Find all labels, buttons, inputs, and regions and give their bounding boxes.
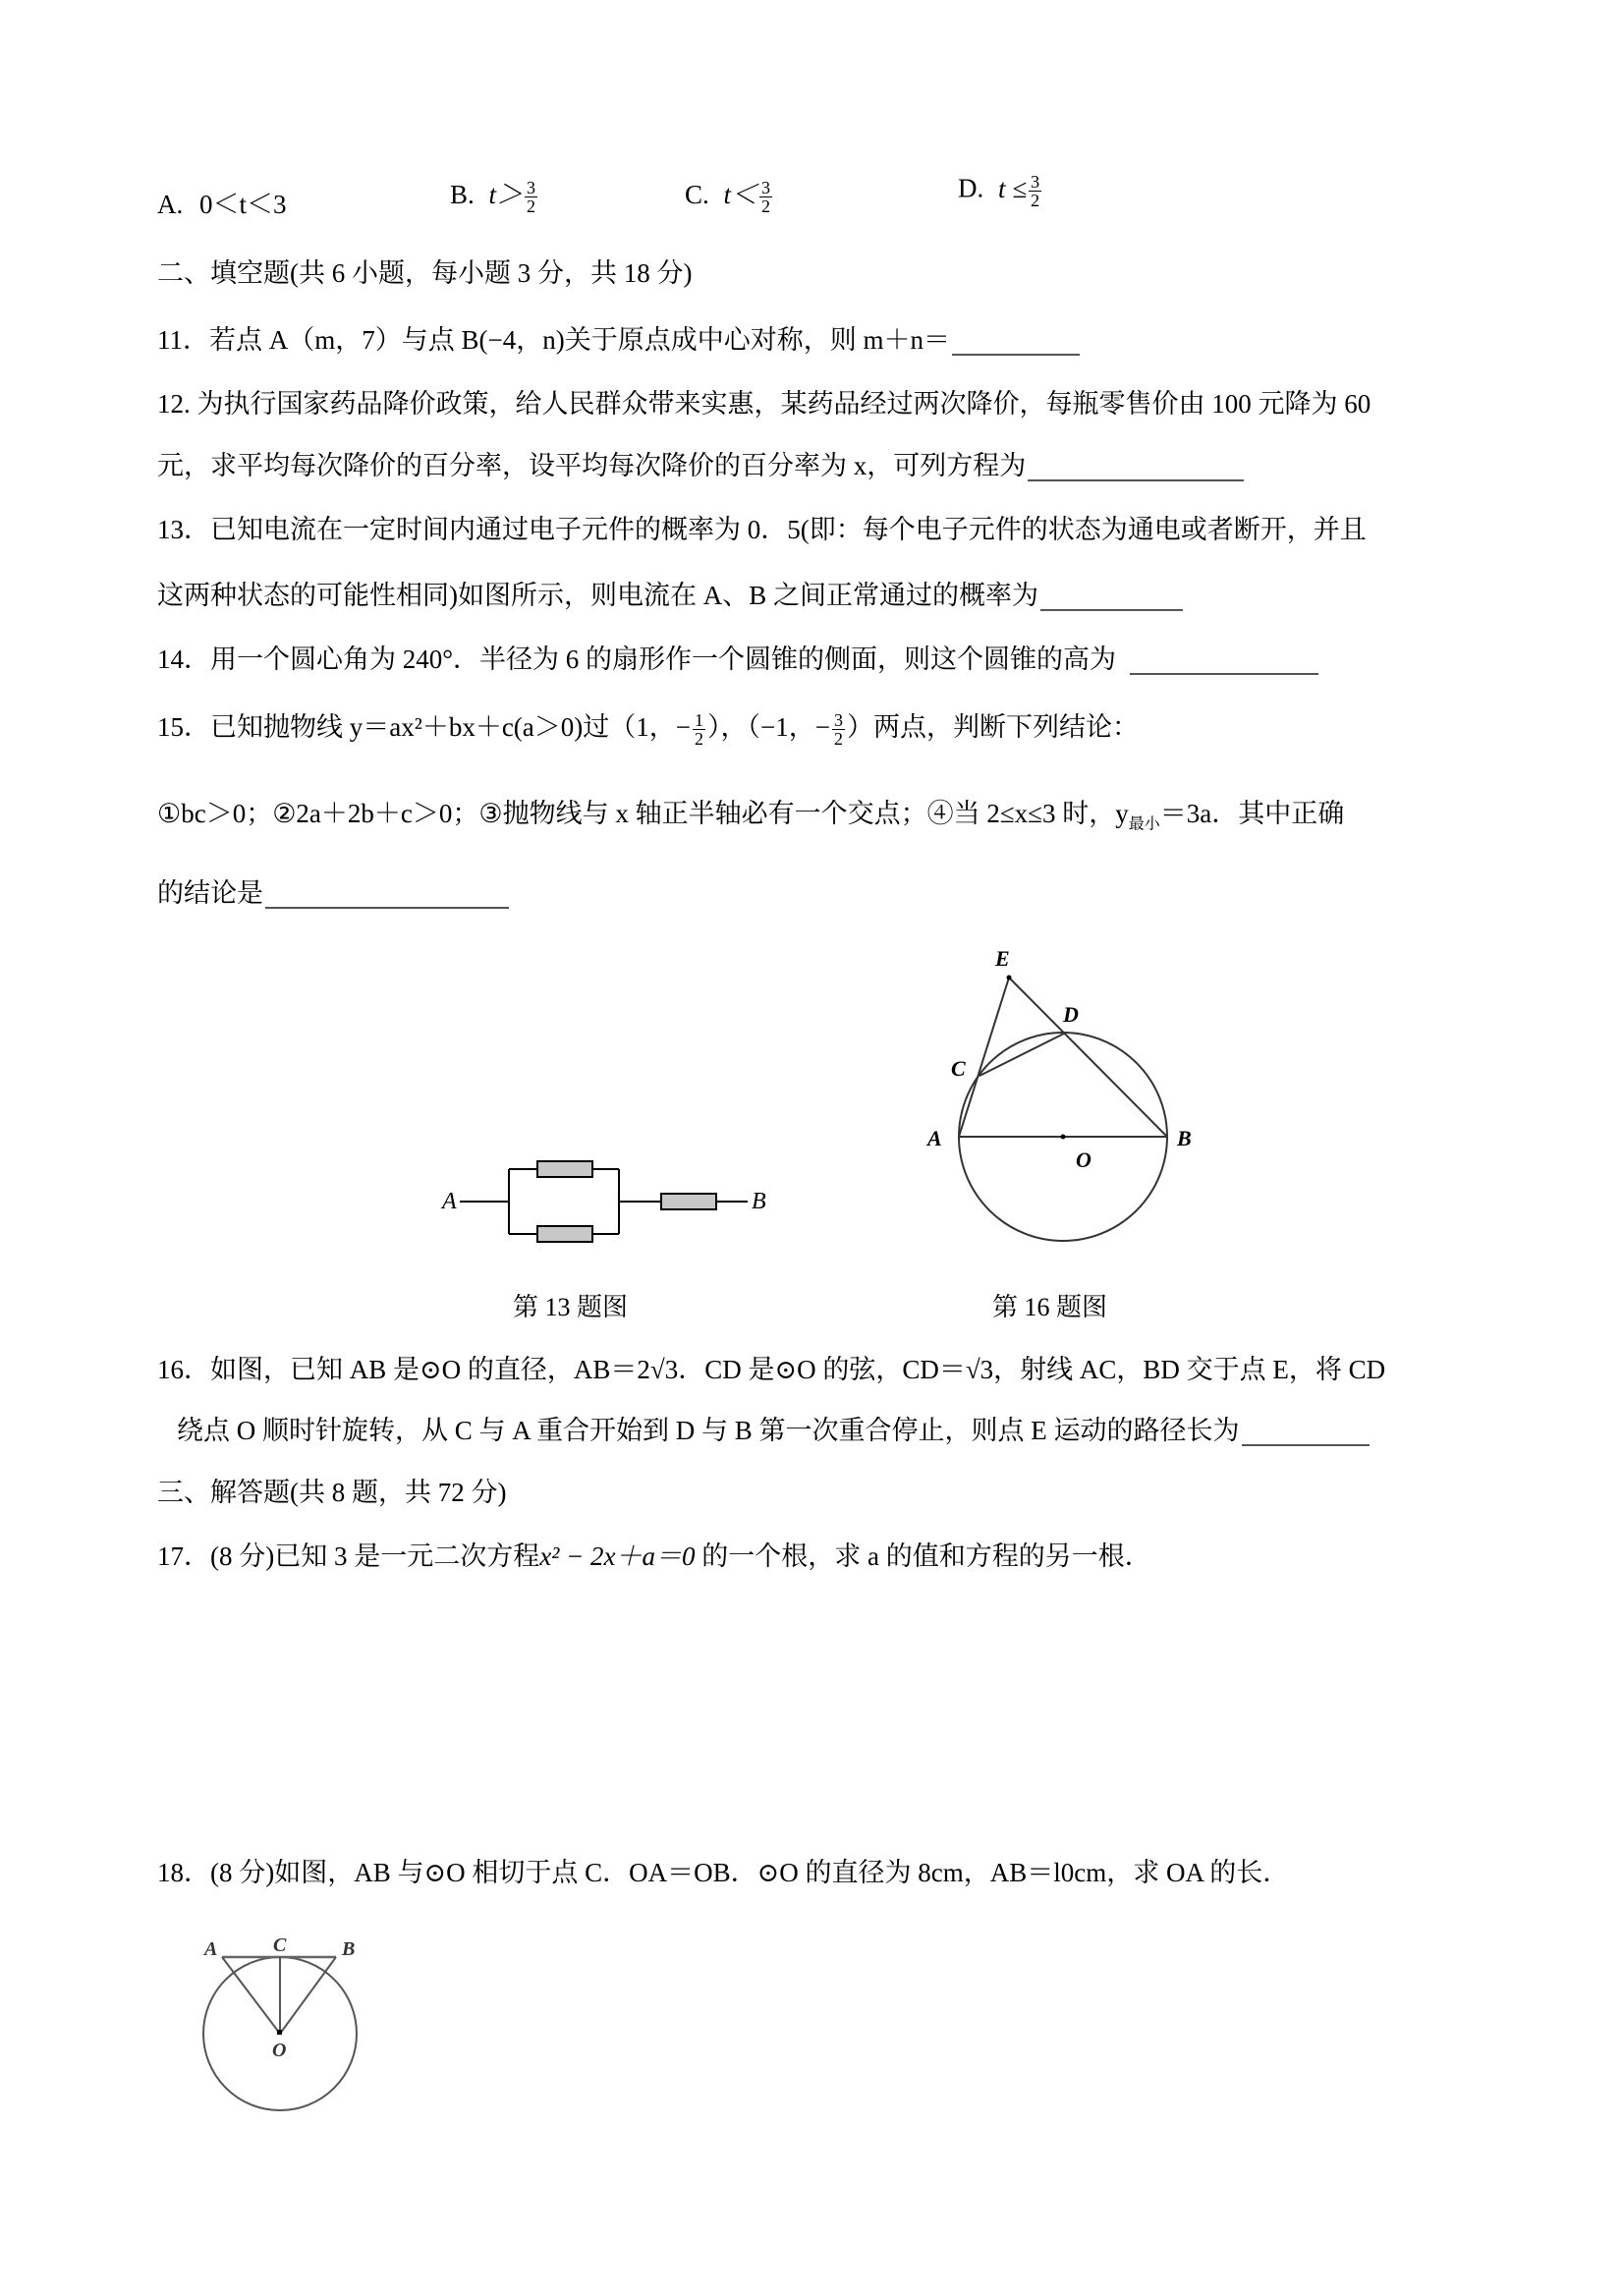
equation: x² − 2x＋a＝0 — [539, 1541, 696, 1571]
svg-text:E: E — [995, 946, 1010, 971]
fraction — [525, 179, 537, 215]
figure-13-caption: 第 13 题图 — [513, 1293, 629, 1321]
denominator: 2 — [695, 729, 704, 750]
option-label: A. — [157, 190, 184, 219]
question-text: ①bc＞0；②2a＋2b＋c＞0；③抛物线与 x 轴正半轴必有一个交点；④当 2≤x≤3 时，y — [157, 799, 1129, 828]
question-text: 这两种状态的可能性相同)如图所示，则电流在 A、B 之间正常通过的概率为 — [157, 581, 1038, 610]
section-2-heading: 二、填空题(共 6 小题，每小题 3 分，共 18 分) — [157, 258, 693, 288]
subscript: 最小 — [1128, 815, 1160, 833]
fraction — [693, 711, 705, 748]
denominator: 2 — [833, 729, 843, 750]
option-text: t ≤ — [998, 173, 1028, 203]
question-text: ）两点，判断下列结论： — [846, 712, 1139, 742]
fraction — [759, 179, 772, 215]
option-text: t＜ — [723, 180, 758, 209]
denominator: 2 — [527, 196, 536, 217]
question-text: 14．用一个圆心角为 240°．半径为 6 的扇形作一个圆锥的侧面，则这个圆锥的高为 — [157, 644, 1117, 674]
question-16-line-1: 16．如图，已知 AB 是⊙O 的直径，AB＝2√3．CD 是⊙O 的弦，CD＝√3，射线 AC，BD 交于点 E，将 CD — [157, 1355, 1386, 1384]
option-text: t＞ — [488, 180, 524, 209]
question-18: 18．(8 分)如图，AB 与⊙O 相切于点 C．OA＝OB．⊙O 的直径为 8cm，AB＝l0cm，求 OA 的长． — [157, 1858, 1290, 1887]
question-text: ＝3a．其中正确 — [1159, 799, 1345, 828]
numerator: 3 — [761, 178, 771, 198]
answer-blank[interactable] — [1242, 1419, 1370, 1446]
question-13-line-1: 13．已知电流在一定时间内通过电子元件的概率为 0．5(即：每个电子元件的状态为通电或者断开，并且 — [157, 515, 1367, 544]
numerator: 3 — [833, 710, 843, 731]
q10-option-d — [958, 173, 1043, 209]
q10-option-a — [157, 183, 287, 221]
answer-blank[interactable] — [952, 328, 1080, 356]
question-11 — [157, 324, 1080, 356]
resistor-series — [661, 1194, 716, 1209]
q10-option-c — [685, 173, 774, 215]
figure-16-caption: 第 16 题图 — [992, 1293, 1108, 1321]
numerator: 1 — [695, 710, 704, 731]
fraction — [832, 711, 845, 748]
option-label: D. — [958, 173, 984, 203]
option-label: B. — [450, 180, 475, 209]
answer-blank[interactable] — [1028, 454, 1244, 481]
question-text: 的一个根，求 a 的值和方程的另一根． — [695, 1541, 1151, 1571]
svg-text:A: A — [204, 1938, 218, 1960]
resistor-bottom — [537, 1226, 592, 1242]
figure-16-circle-diagram — [914, 933, 1228, 1287]
svg-text:O: O — [1076, 1148, 1091, 1172]
denominator: 2 — [761, 196, 771, 217]
denominator: 2 — [1031, 191, 1040, 210]
question-text: 绕点 O 顺时针旋转，从 C 与 A 重合开始到 D 与 B 第一次重合停止，则点 E 运动的路径长为 — [177, 1416, 1240, 1445]
question-15-line-3 — [157, 877, 509, 909]
question-text: ），（−1，− — [707, 712, 830, 742]
question-text: 11．若点 A（m，7）与点 B(−4，n)关于原点成中心对称，则 m＋n＝ — [157, 325, 950, 355]
question-15-line-2 — [157, 798, 1344, 834]
question-text: 元，求平均每次降价的百分率，设平均每次降价的百分率为 x，可列方程为 — [157, 451, 1027, 480]
numerator: 3 — [1031, 172, 1040, 192]
answer-blank[interactable] — [265, 881, 509, 909]
question-text: 17．(8 分)已知 3 是一元二次方程 — [157, 1541, 540, 1571]
question-13-line-2 — [157, 580, 1183, 611]
question-text: 15．已知抛物线 y＝ax²＋bx＋c(a＞0)过（1，− — [157, 712, 692, 742]
question-text: 的结论是 — [157, 878, 263, 908]
question-15-line-1 — [157, 711, 1139, 748]
option-text: 0＜t＜3 — [199, 190, 287, 219]
figure-13-circuit-diagram — [432, 1149, 786, 1258]
question-17 — [157, 1540, 1151, 1572]
resistor-top — [537, 1161, 592, 1177]
figure-18-tangent-circle — [187, 1926, 383, 2112]
fraction — [1029, 173, 1041, 209]
svg-text:D: D — [1063, 1002, 1079, 1027]
svg-text:C: C — [951, 1056, 966, 1081]
label-b: B — [752, 1189, 766, 1214]
section-3-heading: 三、解答题(共 8 题，共 72 分) — [157, 1478, 507, 1507]
svg-text:C: C — [273, 1934, 287, 1956]
question-14 — [157, 644, 1318, 675]
question-12-line-2 — [157, 450, 1244, 481]
option-label: C. — [685, 180, 709, 209]
svg-text:B: B — [1177, 1126, 1192, 1150]
answer-blank[interactable] — [1130, 647, 1318, 675]
question-12-line-1: 12. 为执行国家药品降价政策，给人民群众带来实惠，某药品经过两次降价，每瓶零售价由 100 元降为 60 — [157, 389, 1371, 419]
q10-option-b — [450, 173, 539, 215]
numerator: 3 — [527, 178, 536, 198]
svg-text:A: A — [927, 1126, 942, 1150]
question-16-line-2 — [177, 1415, 1370, 1446]
label-a: A — [442, 1189, 457, 1214]
answer-blank[interactable] — [1040, 584, 1183, 611]
svg-text:B: B — [342, 1938, 356, 1960]
svg-text:O: O — [272, 2040, 287, 2061]
